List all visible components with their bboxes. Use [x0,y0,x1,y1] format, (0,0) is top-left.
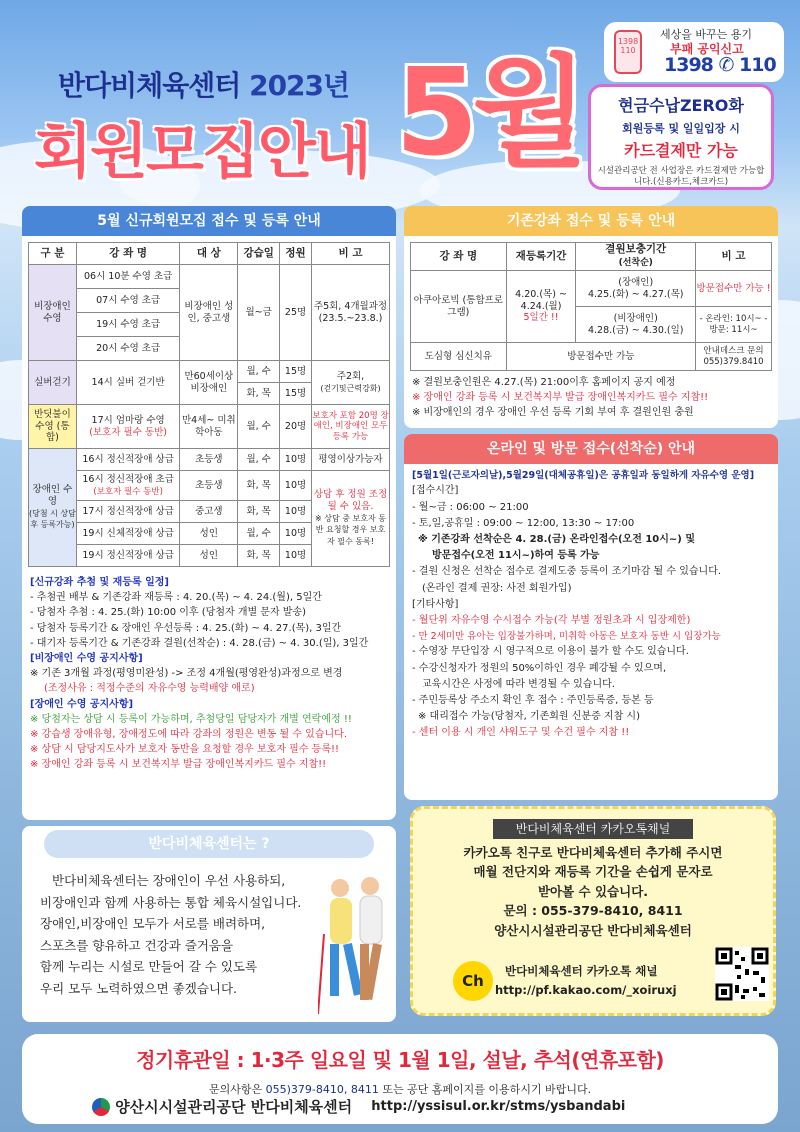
homepage-link[interactable]: http://yssisul.or.kr/stms/ysbandabi [371,1099,626,1114]
org-logo-icon [92,1098,110,1116]
schedule-notes: [신규강좌 추첨 및 재등록 일정] - 추첨권 배부 & 기존강좌 재등록 : 4. 20.(목) ~ 4. 24.(월), 5일간 - 당첨자 추첨 : 4. 25.(화) 10:00 이후 (당첨자 개별 문자 발송) - 당첨자 등록기간 & 장애인 우선등록 : 4. 25.(화) ~ 4. 27.(목), 3일간 - 대기자 등록기간 & 기존강좌 결원(선착순) : 4. 28.(금) ~ 4. 30.(일), 3일간 [비장애인 수영 공지사항] ※ 기존 3개월 과정(평영미완성) -> 조정 4개월(평영완성)과정으로 변경 (조정사유 : 적정수준의 자유수영 능력배양 애로) [장애인 수영 공지사항] ※ 당첨자는 상담 시 등록이 가능하며, 추첨당일 담당자가 개별 연락예정 !! ※ 강습생 장애유형, 장애정도에 따라 강좌의 정원은 변동 될 수 있습니다. ※ 상담 시 담당지도사가 보호자 동반을 요청할 경우 보호자 필수 등록!! ※ 장애인 강좌 등록 시 보건복지부 발급 장애인복지카드 필수 지참!! [30,577,369,771]
about-title: 반다비체육센터는 ? [44,830,374,858]
qr-code-icon[interactable] [715,947,769,1001]
phone-icon: 1398 110 [614,30,642,74]
group-swim: 비장애인 수영 [29,265,77,361]
group-firefly: 반딧불이 수영 (통합) [29,405,77,449]
new-members-panel [22,206,396,820]
existing-table: 강 좌 명 재등록기간 결원보충기간 (선착순) 비 고 아쿠아로빅 (통합프로그램) 4.20.(목) ~ 4.24.(월) 5일간 !! (장애인) 4.25.(화) ~ 4.27.(목) 방문접수만 가능 ! (비장애인) 4.28.(금) ~ 4.30.(일) - 온라인: 10시~ - 방문: 11시~ 도심형 심신치유 방문접수만 가능 안내데스크 문의 055)379.8410 [410,242,772,371]
about-panel: 반다비체육센터는 ? 반다비체육센터는 장애인이 우선 사용하되, 비장애인과 함께 사용하는 통합 체육시설입니다. 장애인,비장애인 모두가 서로를 배려하며, 스포츠를 향유하고 건강과 즐거움을 함께 누리는 시설로 만들어 갈 수 있도록 우리 모두 노력하였으면 좋겠습니다. [22,826,396,1022]
header-center-name: 반다비체육센터 2023년 [58,69,350,102]
kakao-channel-box: 반다비체육센터 카카오톡채널 카카오톡 친구로 반다비체육센터 추가해 주시면 매월 전단지와 재등록 기간을 손쉽게 문자로 받아볼 수 있습니다. 문의 : 055-379-8410, 8411 양산시시설관리공단 반다비체육센터 Ch 반다비체육센터 카카오톡 채널 http://pf.kakao.com/_xoiruxj [410,806,776,1016]
kakao-channel-link[interactable]: http://pf.kakao.com/_xoiruxj [495,983,677,997]
new-members-title: 5월 신규회원모집 접수 및 등록 안내 [22,206,396,236]
closed-days: 정기휴관일 : 1·3주 일요일 및 1월 1일, 설날, 추석(연휴포함) [136,1048,664,1072]
kakao-channel-icon[interactable]: Ch [453,961,493,1001]
header-title: 회원모집안내 [34,117,370,187]
online-title: 온라인 및 방문 접수(선착순) 안내 [404,434,778,464]
existing-title: 기존강좌 접수 및 등록 안내 [404,206,778,236]
corruption-report-badge: 1398 110 세상을 바꾸는 용기 부패 공익신고 1398 ✆ 110 [604,22,784,82]
group-disabled-swim: 장애인 수영 (당첨 시 상담 후 등록가능) [29,449,77,567]
group-walk: 실버걷기 [29,361,77,405]
header-month: 5월 [395,44,583,183]
walking-people-illustration [318,874,394,1018]
new-members-table: 구 분 강 좌 명 대 상 강습일 정원 비 고 비장애인 수영 06시 10분 수영 초급 비장애인 성인, 중고생 월~금 25명 주5회, 4개월과정 (23.5.~23.8.) 07시 수영 초급 19시 수영 초급 20시 수영 초급 실버걷기 14시 실버 걷기반 만60세이상 비장애인 월, 수 15명 주2회, (걷기및근력강화) 화, 목 15명 반딧불이 수영 (통합) 17시 엄마랑 수영 (보호자 필수 동반) 만4세~ 미취학아동 월, 수 20명 보호자 포함 20명 장애인, 비장애인 모두 등록 가능 장애인 수영 (당첨 시 상담 후 등록가능) 16시 정신적장애 상급 초등생 월, 수 10명 평영이상가능자 16시 정신적장애 초급 (보호자 필수 동반) 초등생 화, 목 10명 상담 후 정원 조정 될 수 있음. ※ 상담 중 보호자 동반 요청할 경우 보호자 필수 동록! 17시 정신적장애 상급 중고생 화, 목 10명 19시 신체적장애 상급 성인 월, 수 10명 19시 정신적장애 상급 성인 화, 목 10명 [28,242,390,567]
card-payment-notice: 현금수납ZERO화 회원등록 및 일일입장 시 카드결제만 가능 시설관리공단 전 사업장은 카드결제만 가능합니다.(신용카드,체크카드) [588,84,774,190]
online-panel: 온라인 및 방문 접수(선착순) 안내 [5월1일(근로자의날),5월29일(대체공휴일)은 공휴일과 동일하게 자유수영 운영] [접수시간] - 월~금 : 06:00 ~ 21:00 - 토,일,공휴일 : 09:00 ~ 12:00, 13:30 ~ 17:00 ※ 기존강좌 선착순은 4. 28.(금) 온라인접수(오전 10시~) 및 방문접수(오전 11시~)하여 등록 가능 - 결원 신청은 선착순 접수로 결제도중 등록이 조기마감 될 수 있습니다. (온라인 결제 권장: 사전 회원가입) [기타사항] - 월단위 자유수영 수시접수 가능(각 부별 정원초과 시 입장제한) - 만 2세미만 유아는 입장불가하며, 미취학 아동은 보호자 동반 시 입장가능 - 수영장 무단입장 시 영구적으로 이용이 불가 할 수도 있습니다. - 수강신청자가 정원의 50%이하인 경우 폐강될 수 있으며, 교육시간은 사정에 따라 변경될 수 있습니다. - 주민등록상 주소지 확인 후 접수 : 주민등록증, 등본 등 ※ 대리접수 가능(당첨자, 기존회원 신분증 지참 시) - 센터 이용 시 개인 샤워도구 및 수건 필수 지참 !! [404,434,778,800]
existing-classes-panel: 기존강좌 접수 및 등록 안내 강 좌 명 재등록기간 결원보충기간 (선착순) 비 고 아쿠아로빅 (통합프로그램) 4.20.(목) ~ 4.24.(월) 5일간 !! (장애인) 4.25.(화) ~ 4.27.(목) 방문접수만 가능 ! (비장애인) 4.28.(금) ~ 4.30.(일) - 온라인: 10시~ - 방문: 11시~ 도심형 심신치유 방문접수만 가능 안내데스크 문의 055)379.8410 ※ 결원보충인원은 4.27.(목) 21:00이후 홈페이지 공지 예정 ※ 장애인 강좌 등록 시 보건복지부 발급 장애인복지카드 필수 지참!! ※ 비장애인의 경우 장애인 우선 등록 기회 부여 후 결원인원 충원 [404,206,778,428]
footer: 정기휴관일 : 1·3주 일요일 및 1월 1일, 설날, 추석(연휴포함) 문의사항은 055)379-8410, 8411 또는 공단 홈페이지를 이용하시기 바랍니다. 양산시시설관리공단 반다비체육센터 http://yssisul.or.kr/stms/ysbandabi [22,1034,778,1124]
